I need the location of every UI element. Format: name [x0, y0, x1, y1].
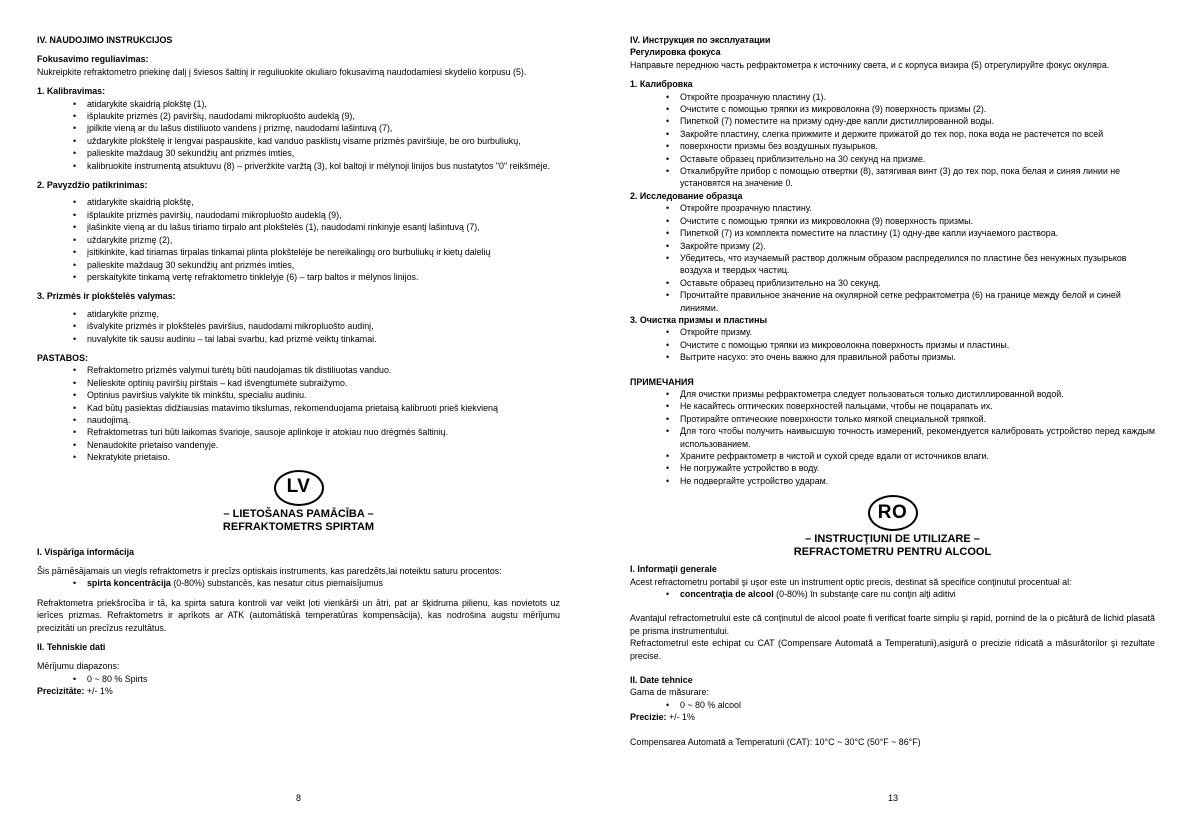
notes-heading: PASTABOS: [37, 352, 88, 363]
focus-heading: Fokusavimo reguliavimas: [37, 54, 149, 65]
list-item: • Refraktometras turi būti laikomas švarioje, sausoje aplinkoje ir atokiau nuo drėgmės šaltinių. [73, 426, 560, 438]
ro-title-line2: REFRACTOMETRU PENTRU ALCOOL [793, 546, 992, 559]
list-item: • Оставьте образец приблизительно на 30 секунд на призме. [666, 153, 1155, 165]
list-item: • Пипеткой (7) из комплекта поместите на пластину (1) одну-две капли изучаемого раствора. [666, 227, 1155, 239]
list-item [73, 577, 560, 589]
list-item: • Nelieskite optinių paviršių pirštais – kad išvengtumėte subraižymo. [73, 377, 560, 389]
list-item: • Не погружайте устройство в воду. [666, 462, 1155, 474]
list-item: • Не подвергайте устройство ударам. [666, 475, 1155, 487]
lv-range-list [37, 673, 560, 685]
list-item: • nuvalykite tik sausu audiniu – tai labai svarbu, kad prizmė veiktų tinkamai. [73, 333, 560, 345]
list-item: • Optinius paviršius valykite tik minkštu, specialiu audiniu. [73, 389, 560, 401]
list-item: • atidarykite skaidrią plokštę, [73, 196, 560, 208]
list-item: • Kad būtų pasiektas didžiausias matavimo tikslumas, rekomenduojama prietaisą kalibruoti prieš kiekvieną [73, 402, 560, 414]
list-item: • Закройте призму (2). [666, 240, 1155, 252]
list-item: • Не касайтесь оптических поверхностей пальцами, чтобы не поцарапать их. [666, 400, 1155, 412]
list-item: • įpilkite vieną ar du lašus distiliuoto vandens į prizmę, naudodami lašintuvą (7), [73, 122, 560, 134]
list-item: • išvalykite prizmės ir plokštelės paviršius, naudodami mikropluošto audinį, [73, 320, 560, 332]
cleaning-list [630, 326, 1155, 363]
language-badge-ro: RO [868, 495, 918, 531]
sample-list [630, 202, 1155, 314]
ro-title-line1: – INSTRUCŢIUNI DE UTILIZARE – [805, 533, 980, 546]
page-number-left: 8 [296, 793, 302, 803]
left-page [37, 34, 560, 698]
focus-heading: Регулировка фокуса [630, 47, 721, 58]
lv-precision-value: +/- 1% [84, 686, 113, 697]
ro-precision [630, 711, 1155, 723]
list-item: • Оставьте образец приблизительно на 30 секунд. [666, 277, 1155, 289]
list-item: • kalibruokite instrumentą atsuktuvu (8) – priveržkite varžtą (3), kol baltoji ir mėlynoji linijos bus nustatytos "0" reikšmėje. [73, 160, 560, 172]
list-item: • Очистите с помощью тряпки из микроволокна поверхность призмы и пластины. [666, 339, 1155, 351]
lv-item-bold: spirta koncentrācija [87, 578, 171, 589]
list-item: • uždarykite prizmę (2), [73, 234, 560, 246]
lv-range-label: Mērījumu diapazons: [37, 661, 120, 672]
list-item: • Очистите с помощью тряпки из микроволокна (9) поверхность призмы. [666, 215, 1155, 227]
list-item: • uždarykite plokštelę ir lengvai paspauskite, kad vanduo pasklistų visame prizmės paviršiuje, be oro burbuliukų, [73, 135, 560, 147]
list-item: • Протирайте оптические поверхности только мягкой специальной тряпкой. [666, 413, 1155, 425]
list-item: • Очистите с помощью тряпки из микроволокна (9) поверхность призмы (2). [666, 103, 1155, 115]
notes-list [37, 364, 560, 463]
list-item: • Откройте призму. [666, 326, 1155, 338]
ro-range-label: Gama de măsurare: [630, 687, 709, 698]
lv-badge-wrap [37, 470, 560, 506]
ro-range-list [630, 699, 1155, 711]
lv-precision [37, 685, 560, 697]
ro-general-text2: Avantajul refractometrului este că conţinutul de alcool poate fi verificat foarte simplu şi rapid, pornind de la o picătură de lichid plasată pe prisma instrumentului. [630, 613, 1155, 636]
list-item: • 0 ~ 80 % Spirts [73, 673, 560, 685]
list-item: • įsitikinkite, kad tiriamas tirpalas tinkamai plinta plokštelėje be nereikalingų oro burbuliukų ir kietų dalelių [73, 246, 560, 258]
ro-general-list [630, 588, 1155, 600]
ro-precision-label: Precizie: [630, 712, 667, 723]
section-title: IV. NAUDOJIMO INSTRUKCIJOS [37, 35, 173, 45]
list-item: • atidarykite skaidrią plokštę (1), [73, 98, 560, 110]
list-item: • palieskite maždaug 30 sekundžių ant prizmės imties, [73, 147, 560, 159]
lv-title-line1: – LIETOŠANAS PAMĀCĪBA – [223, 507, 374, 520]
sample-list [37, 196, 560, 283]
focus-text: Направьте переднюю часть рефрактометра к источнику света, и с корпуса визира (5) отрегулируйте фокус окуляра. [630, 59, 1110, 70]
calibration-list [630, 91, 1155, 190]
ro-precision-value: +/- 1% [666, 712, 695, 723]
list-item: • palieskite maždaug 30 sekundžių ant prizmės imties, [73, 259, 560, 271]
ro-item-rest: (0-80%) în substanţe care nu conţin alţi aditivi [773, 589, 956, 600]
lv-general-list [37, 577, 560, 589]
language-badge-lv: LV [274, 470, 324, 506]
list-item: • 0 ~ 80 % alcool [666, 699, 1155, 711]
ro-item-bold: concentraţia de alcool [680, 589, 774, 600]
list-item: • naudojimą. [73, 414, 560, 426]
page-number-right: 13 [888, 793, 899, 803]
list-item: • Вытрите насухо: это очень важно для правильной работы призмы. [666, 351, 1155, 363]
ro-cat-text: Compensarea Automată a Temperaturii (CAT): 10°C ~ 30°C (50°F ~ 86°F) [630, 736, 921, 747]
list-item: • Для очистки призмы рефрактометра следует пользоваться только дистиллированной водой. [666, 388, 1155, 400]
calibration-heading: 1. Калибровка [630, 79, 693, 90]
lv-item-rest: (0-80%) substancēs, kas nesatur citus piemaisījumus [170, 578, 383, 589]
lv-tech-heading: II. Tehniskie dati [37, 642, 106, 653]
lv-precision-label: Precizitāte: [37, 686, 85, 697]
ro-general-heading: I. Informaţii generale [630, 564, 717, 575]
list-item: • Откройте прозрачную пластину. [666, 202, 1155, 214]
list-item: • Nenaudokite prietaiso vandenyje. [73, 439, 560, 451]
list-item: • Убедитесь, что изучаемый раствор должным образом распределился по пластине без ненужных пузырьков воздуха и твердых частиц. [666, 252, 1155, 277]
notes-list [630, 388, 1155, 487]
list-item: • Храните рефрактометр в чистой и сухой среде вдали от источников влаги. [666, 450, 1155, 462]
lv-title-line2: REFRAKTOMETRS SPIRTAM [222, 520, 375, 533]
list-item [666, 588, 1155, 600]
list-item: • išplaukite prizmės paviršių, naudodami mikropluošto audeklą (9), [73, 209, 560, 221]
ro-general-text3: Refractometrul este echipat cu CAT (Compensare Automată a Temperaturii),asigură o precizie ridicată a măsurătorilor şi rezultate precise. [630, 638, 1155, 661]
lv-general-heading: I. Vispārīga informācija [37, 546, 135, 557]
right-page [630, 34, 1155, 748]
sample-heading: 2. Исследование образца [630, 190, 743, 201]
list-item: • perskaitykite tinkamą vertę refraktometro tinklelyje (6) – tarp baltos ir mėlynos linijos. [73, 271, 560, 283]
focus-text: Nukreipkite refraktometro priekinę dalį į šviesos šaltinį ir reguliuokite okuliaro fokusavimą naudodamiesi skydelio korpusu (5). [37, 66, 527, 77]
list-item: • Nekratykite prietaiso. [73, 451, 560, 463]
list-item: • išplaukite prizmės (2) paviršių, naudodami mikropluošto audeklą (9), [73, 110, 560, 122]
calibration-heading: 1. Kalibravimas: [37, 86, 106, 97]
ro-tech-heading: II. Date tehnice [630, 675, 693, 686]
list-item: • Пипеткой (7) поместите на призму одну-две капли дистиллированной воды. [666, 115, 1155, 127]
list-item: • Прочитайте правильное значение на окулярной сетке рефрактометра (6) на границе между белой и синей линиями. [666, 289, 1155, 314]
list-item: • Закройте пластину, слегка прижмите и держите прижатой до тех пор, пока вода не растечется по всей [666, 128, 1155, 140]
ro-general-text: Acest refractometru portabil şi uşor este un instrument optic precis, destinat să specifice conţinutul procentual al: [630, 576, 1072, 587]
cleaning-heading: 3. Очистка призмы и пластины [630, 314, 768, 325]
lv-general-text2: Refraktometra priekšrocība ir tā, ka spirta satura kontroli var veikt ļoti vienkārši un ātri, pat ar šķidruma pilienu, kas novietots uz ierīces prizmas. Refraktometrs ir aprīkots ar ATK (automātiskā temperatūras kompensācija), kas nodrošina augstu mērījumu precizitāti un precīzus rezultātus. [37, 597, 560, 633]
list-item: • поверхности призмы без воздушных пузырьков. [666, 140, 1155, 152]
list-item: • Для того чтобы получить наивысшую точность измерений, рекомендуется калибровать устройство перед каждым использованием. [666, 425, 1155, 450]
list-item: • įlašinkite vieną ar du lašus tiriamo tirpalo ant plokštelės (1), naudodami rinkinyje esantį lašintuvą (7), [73, 221, 560, 233]
list-item: • Откройте прозрачную пластину (1). [666, 91, 1155, 103]
list-item: • Refraktometro prizmės valymui turėtų būti naudojamas tik distiliuotas vanduo. [73, 364, 560, 376]
list-item: • atidarykite prizmę, [73, 308, 560, 320]
sample-heading: 2. Pavyzdžio patikrinimas: [37, 180, 148, 191]
calibration-list [37, 98, 560, 172]
notes-heading: ПРИМЕЧАНИЯ [630, 376, 694, 387]
cleaning-heading: 3. Prizmės ir plokštelės valymas: [37, 291, 176, 302]
lv-general-text: Šis pārnēsājamais un viegls refraktometrs ir precīzs optiskais instruments, kas paredzēts,lai noteiktu saturu procentos: [37, 566, 502, 576]
ro-badge-wrap [630, 495, 1155, 531]
section-title: IV. Инструкция по эксплуатации [630, 35, 771, 45]
cleaning-list [37, 308, 560, 345]
list-item: • Откалибруйте прибор с помощью отвертки (8), затягивая винт (3) до тех пор, пока белая и синяя линии не установятся на значение 0. [666, 165, 1155, 190]
